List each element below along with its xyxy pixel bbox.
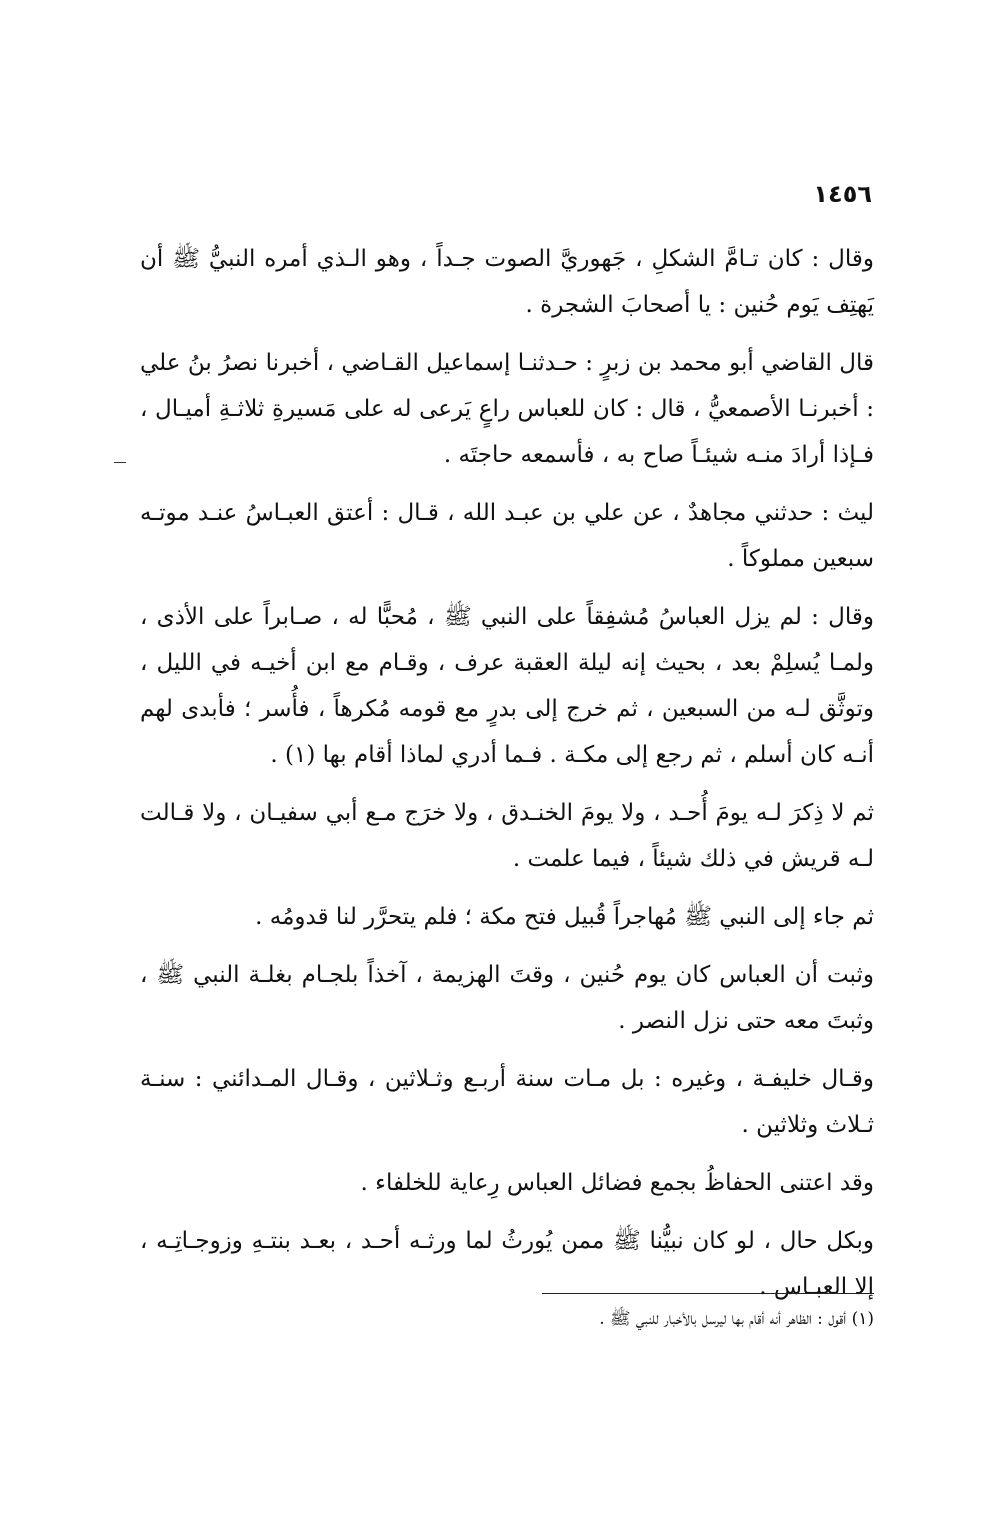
paragraph-2: قال القاضي أبو محمد بن زبرٍ : حـدثنـا إسماعيل القـاضي ، أخبرنا نصرُ بنُ علي : أخبرنـا الأصمعيُّ ، قال : كان للعباس راعٍ يَرعى له على مَسيرةِ ثلاثـةِ أميـال ، فـإذا أرادَ منـه شيئـاً صاح به ، فأسمعه حاجتَه . <box>140 350 874 468</box>
paragraph-6: ثم جاء إلى النبي ﷺ مُهاجراً قُبيل فتح مكة ؛ فلم يتحرَّر لنا قدومُه . <box>255 904 874 930</box>
main-text <box>140 236 874 1322</box>
margin-mark <box>114 462 126 463</box>
footnote-divider <box>542 1293 874 1294</box>
page-number: ١٤٥٦ <box>813 180 872 208</box>
paragraph-3: ليث : حدثني مجاهدٌ ، عن علي بن عبـد الله ، قـال : أعتق العبـاسُ عنـد موتـه سبعين مملوكاً . <box>140 500 874 572</box>
paragraph-7: وثبت أن العباس كان يوم حُنين ، وقتَ الهزيمة ، آخذاً بلجـام بغلـة النبي ﷺ ، وثبتَ معه حتى نزل النصر . <box>140 962 874 1034</box>
paragraph-1: وقال : كان تـامَّ الشكلِ ، جَهوريَّ الصوت جـداً ، وهو الـذي أمره النبيُّ ﷺ أن يَهتِف يَوم حُنين : يا أصحابَ الشجرة . <box>140 246 874 318</box>
paragraph-9: وقد اعتنى الحفاظُ بجمع فضائل العباس رِعاية للخلفاء . <box>360 1170 874 1196</box>
paragraph-10: وبكل حال ، لو كان نبيُّنا ﷺ ممن يُورثُ لما ورثـه أحـد ، بعـد بنتـهِ وزوجـاتِـه ، إلا العبـاس . <box>140 1228 874 1300</box>
footnote: (١) أقول : الظاهر أنه أقام بها ليرسل بالأخبار للنبي ﷺ . <box>599 1309 874 1329</box>
paragraph-5: ثم لا ذِكرَ لـه يومَ أُحـد ، ولا يومَ الخنـدق ، ولا خرَج مـع أبي سفيـان ، ولا قـالت لـه قريش في ذلك شيئاً ، فيما علمت . <box>140 800 874 872</box>
paragraph-8: وقـال خليفـة ، وغيره : بل مـات سنة أربـع وثـلاثين ، وقـال المـدائني : سنـة ثـلاث وثلاثين . <box>140 1066 874 1138</box>
paragraph-4: وقال : لم يزل العباسُ مُشفِقاً على النبي ﷺ ، مُحبًّا له ، صـابراً على الأذى ، ولمـا يُسلِمْ بعد ، بحيث إنه ليلة العقبة عرف ، وقـام مع ابن أخيـه في الليل ، وتوثَّق لـه من السبعين ، ثم خرج إلى بدرٍ مع قومه مُكرهاً ، فأُسر ؛ فأبدى لهم أنـه كان أسلم ، ثم رجع إلى مكـة . فـما أدري لماذا أقام بها (١) . <box>140 604 874 768</box>
